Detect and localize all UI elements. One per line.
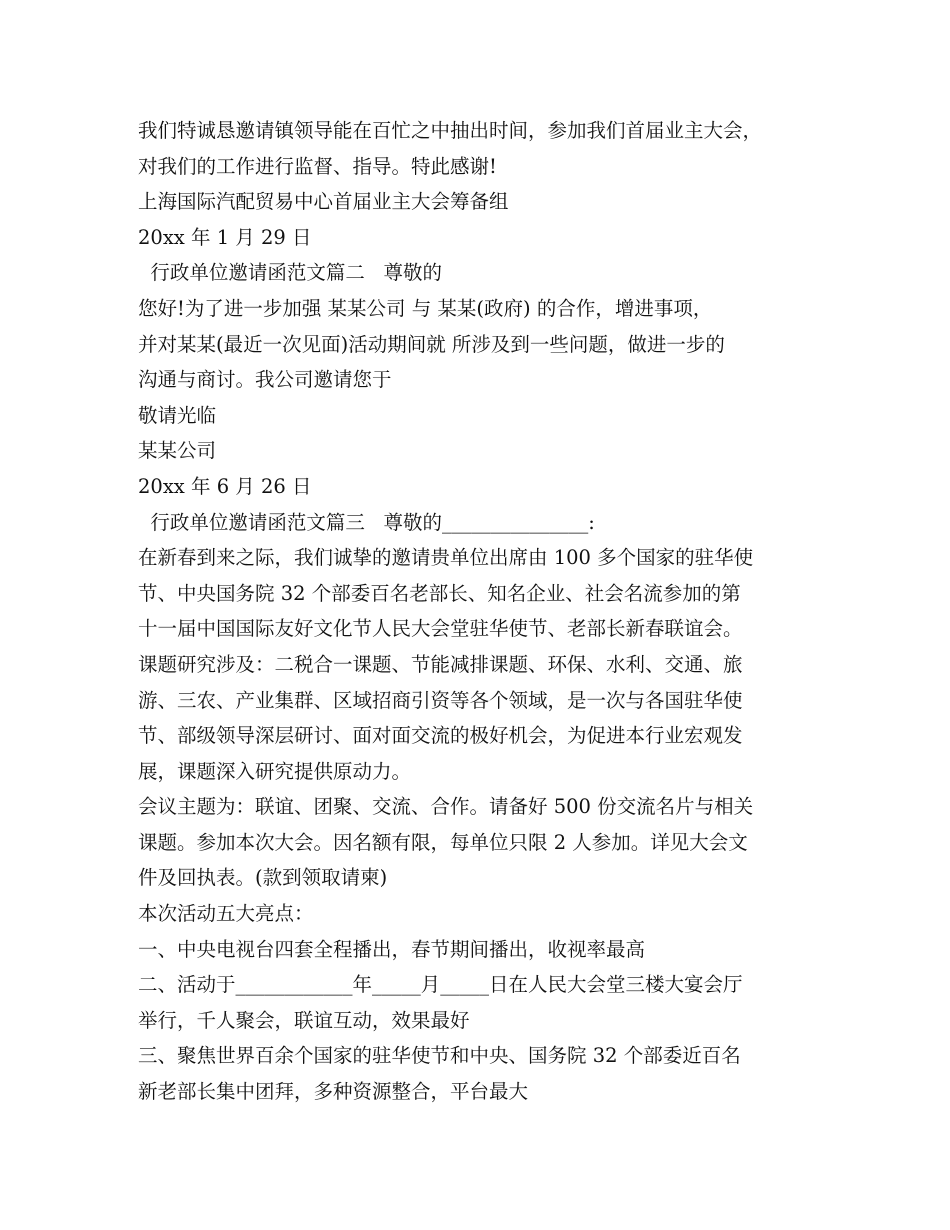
list-item: 二、活动于____________年_____月_____日在人民大会堂三楼大宴会厅 [138,973,743,997]
list-item-continued: 举行，千人聚会，联谊互动，效果最好 [138,1008,470,1032]
list-item: 三、聚焦世界百余个国家的驻华使节和中央、国务院 32 个部委近百名 [138,1044,741,1068]
list-item-continued: 新老部长集中团拜，多种资源整合，平台最大 [138,1080,529,1104]
section-heading: 行政单位邀请函范文篇三 尊敬的_______________: [138,510,595,534]
text-line: 课题研究涉及：二税合一课题、节能减排课题、环保、水利、交通、旅 [138,652,743,676]
closing-line: 敬请光临 [138,403,217,427]
date-line: 20xx 年 6 月 26 日 [138,474,312,498]
text-line: 节、中央国务院 32 个部委百名老部长、知名企业、社会名流参加的第 [138,581,741,605]
text-line: 对我们的工作进行监督、指导。特此感谢! [138,154,497,178]
text-line: 沟通与商讨。我公司邀请您于 [138,368,392,392]
text-line: 在新春到来之际，我们诚挚的邀请贵单位出席由 100 多个国家的驻华使 [138,546,754,570]
text-line: 展，课题深入研究提供原动力。 [138,759,412,783]
signature-line: 某某公司 [138,439,217,463]
text-line: 课题。参加本次大会。因名额有限，每单位只限 2 人参加。详见大会文 [138,830,748,854]
text-line: 节、部级领导深层研讨、面对面交流的极好机会，为促进本行业宏观发 [138,724,743,748]
text-line: 游、三农、产业集群、区域招商引资等各个领域，是一次与各国驻华使 [138,688,743,712]
date-line: 20xx 年 1 月 29 日 [138,225,312,249]
text-line: 并对某某(最近一次见面)活动期间就 所涉及到一些问题，做进一步的 [138,332,725,356]
document-body [138,113,838,1110]
text-line: 我们特诚恳邀请镇领导能在百忙之中抽出时间，参加我们首届业主大会， [138,119,763,142]
list-item: 一、中央电视台四套全程播出，春节期间播出，收视率最高 [138,937,646,961]
text-line: 会议主题为：联谊、团聚、交流、合作。请备好 500 份交流名片与相关 [138,795,754,819]
text-line: 十一届中国国际友好文化节人民大会堂驻华使节、老部长新春联谊会。 [138,617,743,641]
text-line: 件及回执表。(款到领取请柬) [138,866,388,890]
section-heading: 行政单位邀请函范文篇二 尊敬的 [138,261,442,285]
text-line: 您好!为了进一步加强 某某公司 与 某某(政府) 的合作，增进事项， [138,296,713,320]
list-heading: 本次活动五大亮点： [138,902,314,926]
signature-line: 上海国际汽配贸易中心首届业主大会筹备组 [138,190,509,214]
